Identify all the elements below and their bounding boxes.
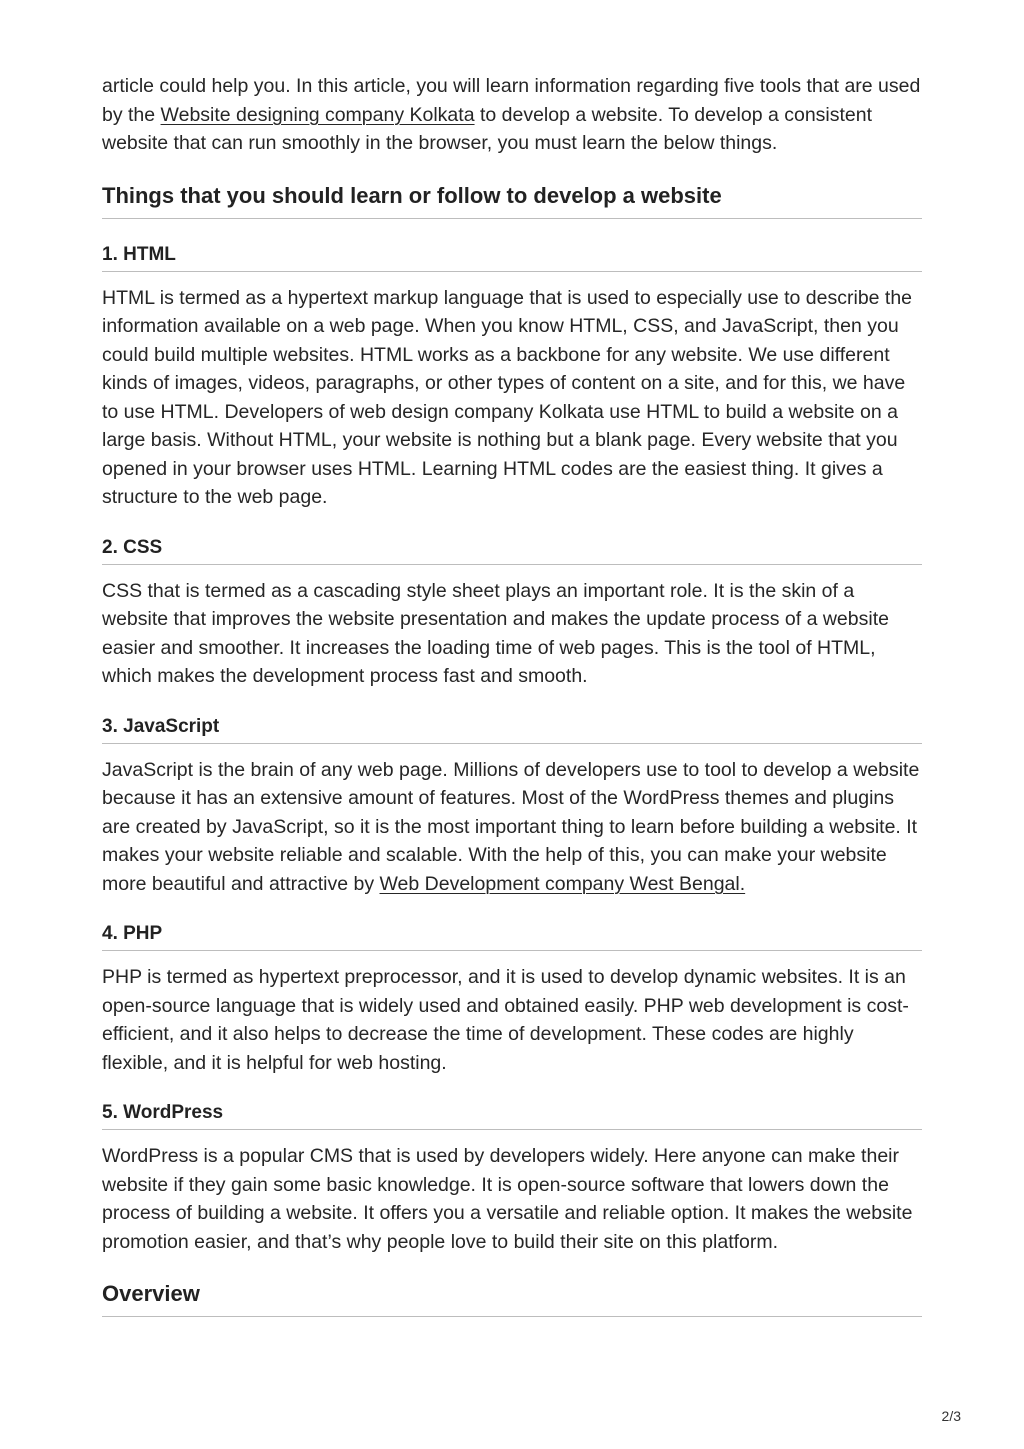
section-body-javascript [102, 756, 922, 899]
javascript-text-before-link: JavaScript is the brain of any web page. Millions of developers use to tool to develop a website because it has an extensive amount of features. Most of the WordPress themes and plugins are created by JavaScript, so it is the most important thing to learn before building a website. It makes your website reliable and scalable. With the help of this, you can make your website more beautiful and attractive by [102, 758, 920, 895]
overview-heading: Overview [102, 1281, 922, 1317]
intro-text-before-link: article could help you. In this article, you will learn information regarding five tools that are used by the [102, 75, 921, 126]
section-body-css: CSS that is termed as a cascading style sheet plays an important role. It is the skin of a website that improves the website presentation and makes the update process of a website easier and smoother. It increases the loading time of web pages. This is the tool of HTML, which makes the development process fast and smooth. [102, 579, 889, 687]
intro-text-after-link: to develop a website. To develop a consistent website that can run smoothly in the browser, you must learn the below things. [102, 103, 873, 154]
section-heading-css: 2. CSS [102, 537, 922, 565]
section-heading-html: 1. HTML [102, 244, 922, 272]
section-body-php: PHP is termed as hypertext preprocessor, and it is used to develop dynamic websites. It is an open-source language that is widely used and obtained easily. PHP web development is cost-efficient, and it also helps to decrease the time of development. These codes are highly flexible, and it is helpful for web hosting. [102, 966, 909, 1074]
section-body-html: HTML is termed as a hypertext markup language that is used to especially use to describe the information available on a web page. When you know HTML, CSS, and JavaScript, then you could build multiple websites. HTML works as a backbone for any website. We use different kinds of images, videos, paragraphs, or other types of content on a site, and for this, we have to use HTML. Developers of web design company Kolkata use HTML to build a website on a large basis. Without HTML, your website is nothing but a blank page. Every website that you opened in your browser uses HTML. Learning HTML codes are the easiest thing. It gives a structure to the web page. [102, 286, 913, 508]
web-development-company-link[interactable]: Web Development company West Bengal. [379, 872, 746, 895]
document-page [102, 72, 922, 1317]
main-heading: Things that you should learn or follow to develop a website [102, 183, 922, 219]
section-heading-php: 4. PHP [102, 923, 922, 951]
section-body-wordpress: WordPress is a popular CMS that is used by developers widely. Here anyone can make their website if they gain some basic knowledge. It is open-source software that lowers down the process of building a website. It offers you a versatile and reliable option. It makes the website promotion easier, and that’s why people love to build their site on this platform. [102, 1145, 913, 1253]
section-heading-wordpress: 5. WordPress [102, 1102, 922, 1130]
intro-paragraph [102, 72, 922, 158]
page-number: 2/3 [941, 1408, 961, 1424]
section-heading-javascript: 3. JavaScript [102, 716, 922, 744]
website-designing-company-link[interactable]: Website designing company Kolkata [160, 103, 475, 126]
